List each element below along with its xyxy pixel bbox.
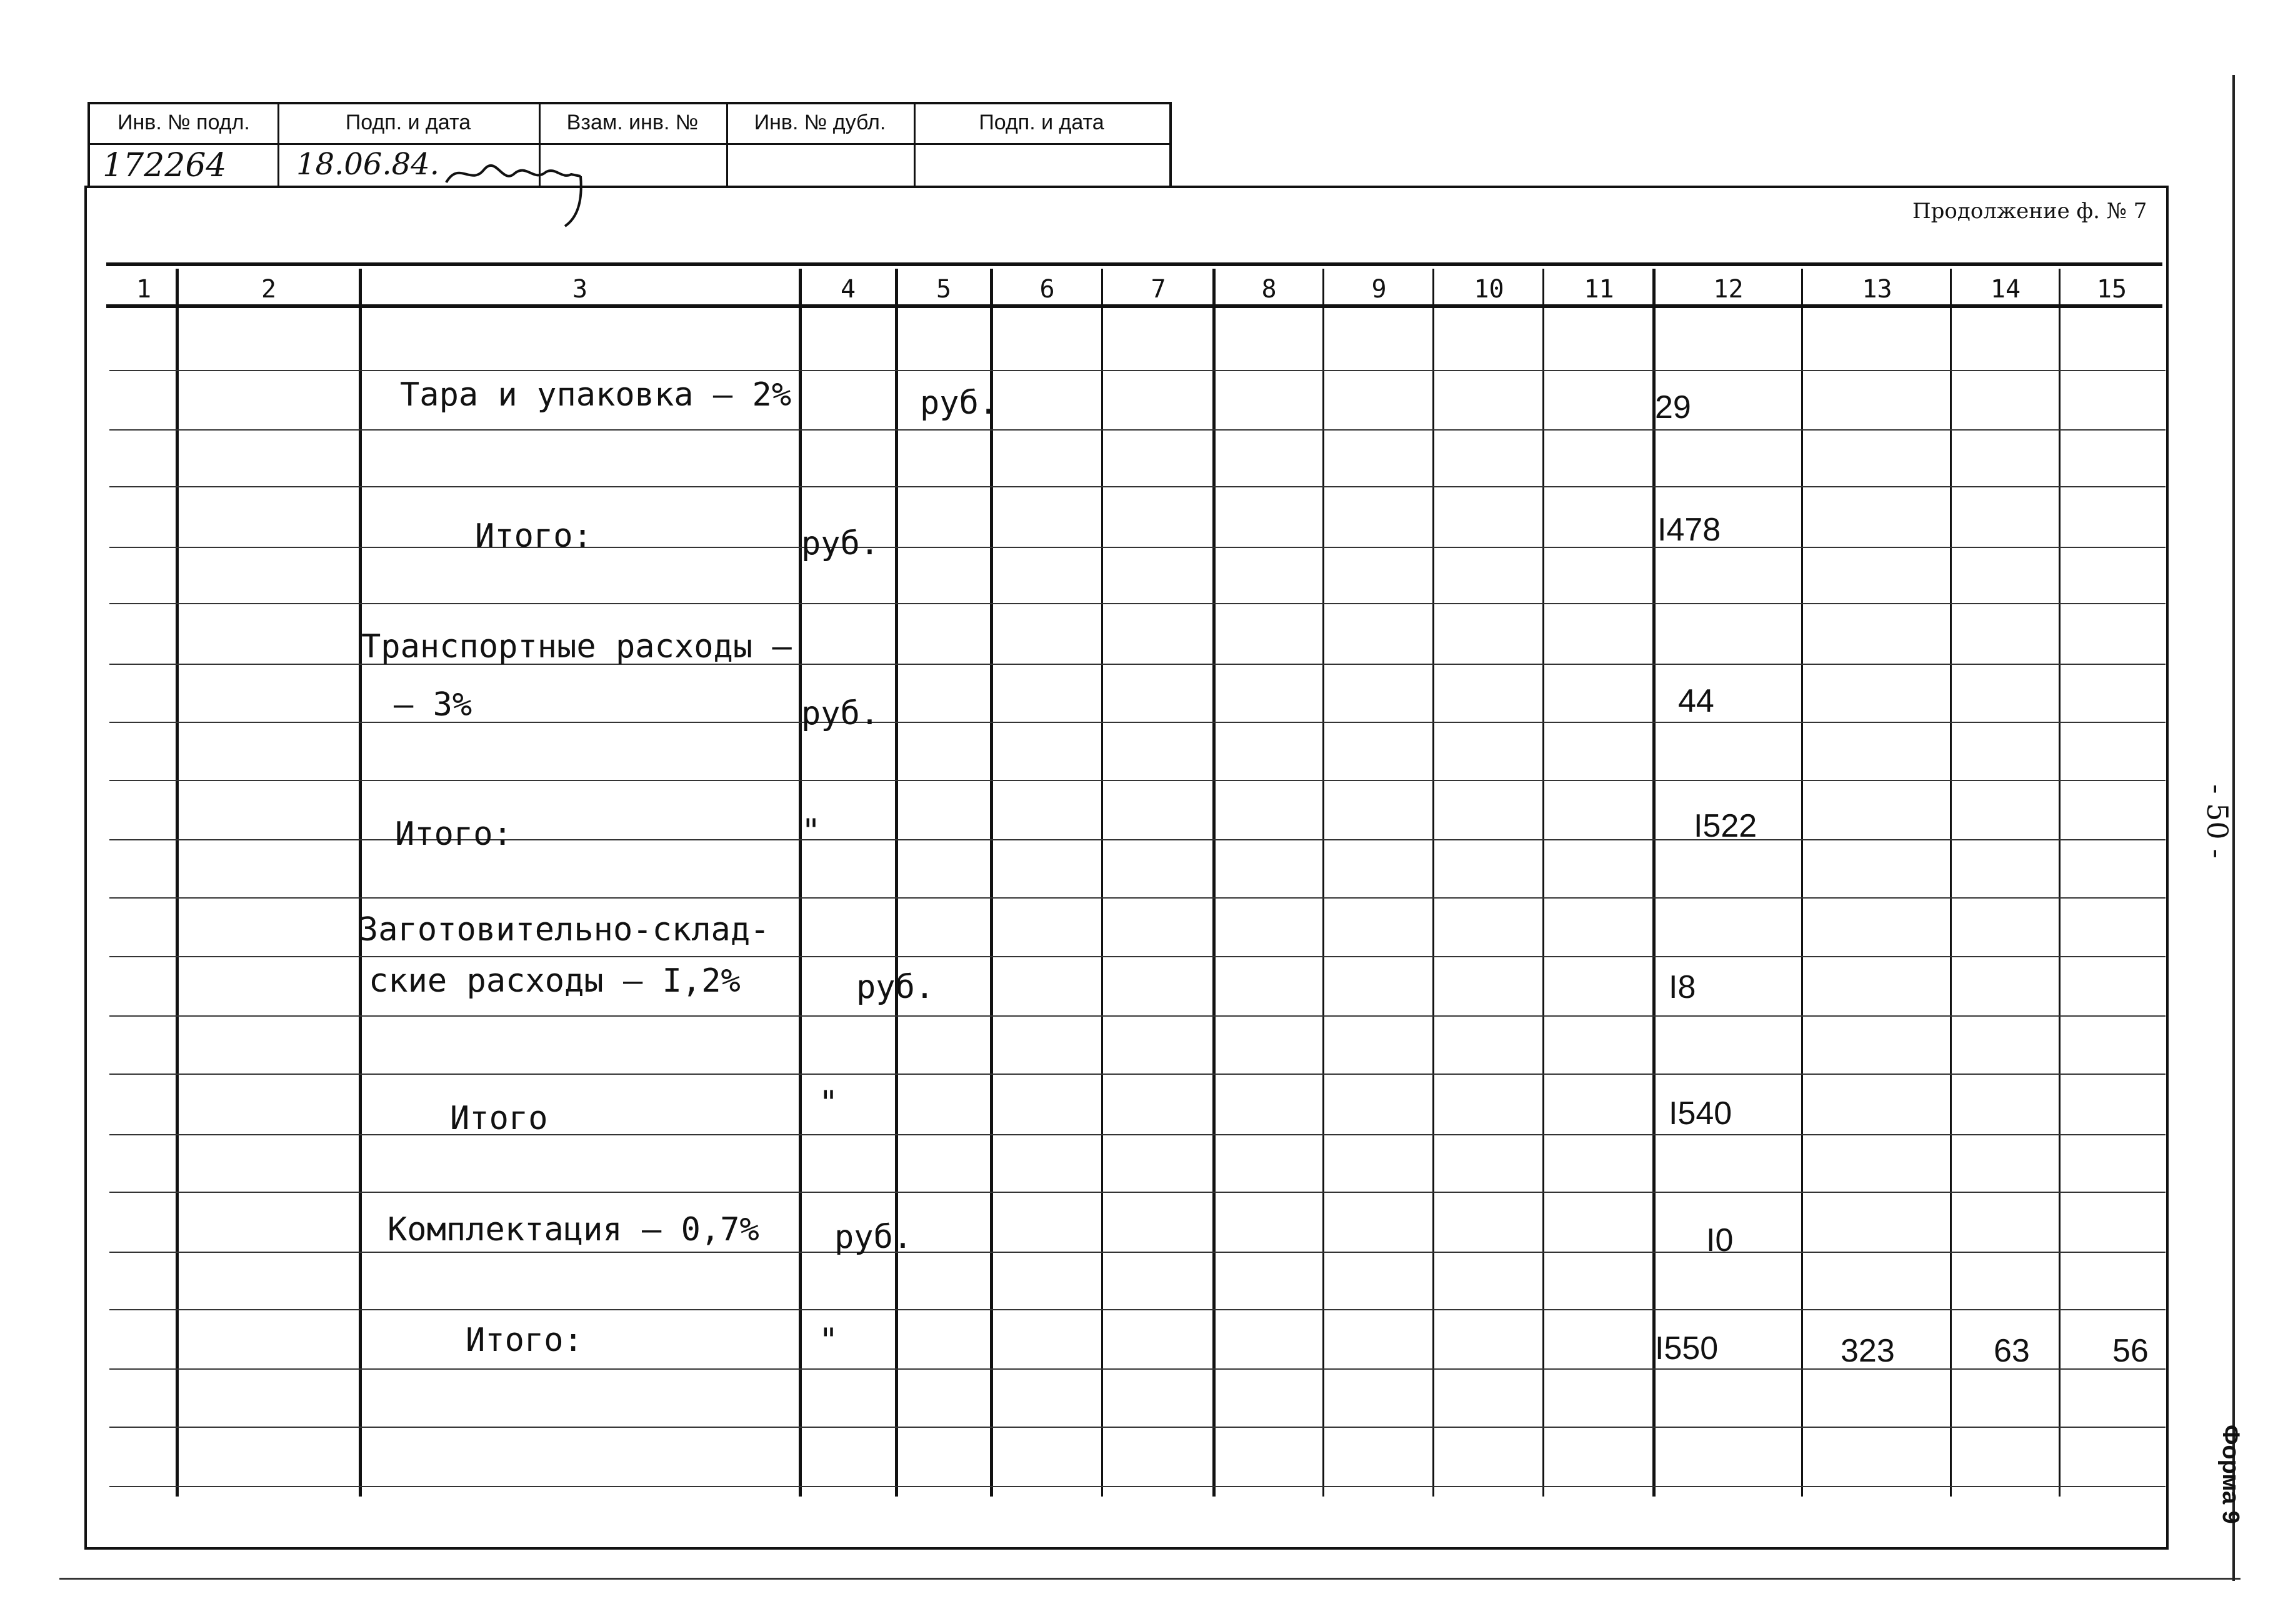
row-value-c12: I8 xyxy=(1669,969,1696,1005)
row-rule xyxy=(109,1074,2166,1075)
col-number: 10 xyxy=(1474,275,1504,304)
row-value-c14: 63 xyxy=(1994,1333,2030,1369)
row-rule xyxy=(109,780,2166,781)
row-name: Итого: xyxy=(395,815,512,853)
row-rule xyxy=(109,603,2166,604)
row-name-line2: ские расходы – I,2% xyxy=(369,962,741,1000)
stamp-header-dup: Инв. № дубл. xyxy=(754,111,886,134)
col-number: 13 xyxy=(1862,275,1892,304)
row-name: Тара и упаковка – 2% xyxy=(400,376,792,414)
col-divider xyxy=(1101,269,1103,1497)
row-rule xyxy=(109,1486,2166,1487)
stamp-divider xyxy=(90,143,1169,145)
col-divider xyxy=(990,269,993,1497)
row-value-c12: 29 xyxy=(1655,389,1691,426)
row-rule xyxy=(109,1192,2166,1193)
col-divider xyxy=(176,269,179,1497)
header-top-rule xyxy=(106,262,2162,266)
col-divider xyxy=(1322,269,1324,1497)
col-number: 1 xyxy=(136,275,152,304)
row-rule xyxy=(109,1252,2166,1253)
row-unit: руб. xyxy=(856,969,935,1006)
row-value-c12: I522 xyxy=(1694,808,1757,844)
col-number: 5 xyxy=(936,275,952,304)
col-number: 12 xyxy=(1713,275,1744,304)
approval-stamp xyxy=(87,102,1172,188)
col-divider xyxy=(2059,269,2061,1497)
row-name: Итого: xyxy=(466,1322,583,1359)
header-bottom-rule xyxy=(106,304,2162,308)
row-rule xyxy=(109,1134,2166,1135)
row-name-line1: Транспортные расходы – xyxy=(361,628,792,665)
col-number: 11 xyxy=(1584,275,1614,304)
col-number: 6 xyxy=(1039,275,1055,304)
page-number: - 50 - xyxy=(2201,784,2234,859)
row-unit: руб. xyxy=(920,384,999,422)
continuation-label: Продолжение ф. № 7 xyxy=(1912,199,2147,224)
col-divider xyxy=(895,269,898,1497)
col-divider xyxy=(1432,269,1434,1497)
row-name: Итого: xyxy=(475,517,592,555)
col-divider xyxy=(359,269,362,1497)
form-label: Форма 9 xyxy=(2217,1425,2244,1524)
col-number: 2 xyxy=(261,275,277,304)
col-divider xyxy=(1212,269,1216,1497)
bottom-line xyxy=(59,1578,2241,1580)
row-value-c12: I540 xyxy=(1669,1095,1732,1132)
row-unit: руб. xyxy=(801,695,880,732)
row-unit: " xyxy=(801,812,821,850)
col-divider xyxy=(799,269,802,1497)
row-name: Комплектация – 0,7% xyxy=(387,1211,759,1248)
row-value-c15: 56 xyxy=(2112,1333,2149,1369)
row-rule xyxy=(109,1015,2166,1017)
col-divider xyxy=(1652,269,1656,1497)
col-number: 7 xyxy=(1151,275,1166,304)
row-name-line1: Заготовительно-склад- xyxy=(359,911,770,949)
inv-number: 172264 xyxy=(102,147,227,184)
stamp-header-sign: Подп. и дата xyxy=(345,111,471,134)
row-value-c12: I0 xyxy=(1706,1222,1734,1258)
row-unit: " xyxy=(819,1322,839,1359)
col-number: 3 xyxy=(572,275,588,304)
row-value-c12: 44 xyxy=(1678,683,1714,719)
col-divider xyxy=(1950,269,1952,1497)
col-number: 4 xyxy=(840,275,856,304)
row-rule xyxy=(109,1309,2166,1310)
row-value-c12: I550 xyxy=(1655,1330,1719,1367)
col-number: 9 xyxy=(1371,275,1387,304)
stamp-header-inv: Инв. № подл. xyxy=(117,111,250,134)
row-unit: " xyxy=(819,1084,839,1122)
stamp-header-replace: Взам. инв. № xyxy=(566,111,699,134)
row-rule xyxy=(109,956,2166,957)
col-divider xyxy=(1801,269,1803,1497)
row-rule xyxy=(109,370,2166,371)
row-rule xyxy=(109,897,2166,899)
row-value-c13: 323 xyxy=(1841,1333,1895,1369)
stamp-header-sign2: Подп. и дата xyxy=(979,111,1104,134)
row-rule xyxy=(109,486,2166,487)
sign-date: 18.06.84. xyxy=(296,147,440,182)
row-value-c12: I478 xyxy=(1657,512,1721,548)
row-rule xyxy=(109,547,2166,548)
row-rule xyxy=(109,429,2166,431)
row-unit: руб. xyxy=(834,1218,913,1256)
col-divider xyxy=(1542,269,1544,1497)
row-name: Итого xyxy=(450,1100,548,1137)
col-number: 8 xyxy=(1261,275,1277,304)
col-number: 15 xyxy=(2096,275,2127,304)
col-number: 14 xyxy=(1990,275,2021,304)
row-rule xyxy=(109,1427,2166,1428)
row-name-line2: – 3% xyxy=(394,686,472,724)
row-unit: руб. xyxy=(801,525,880,562)
